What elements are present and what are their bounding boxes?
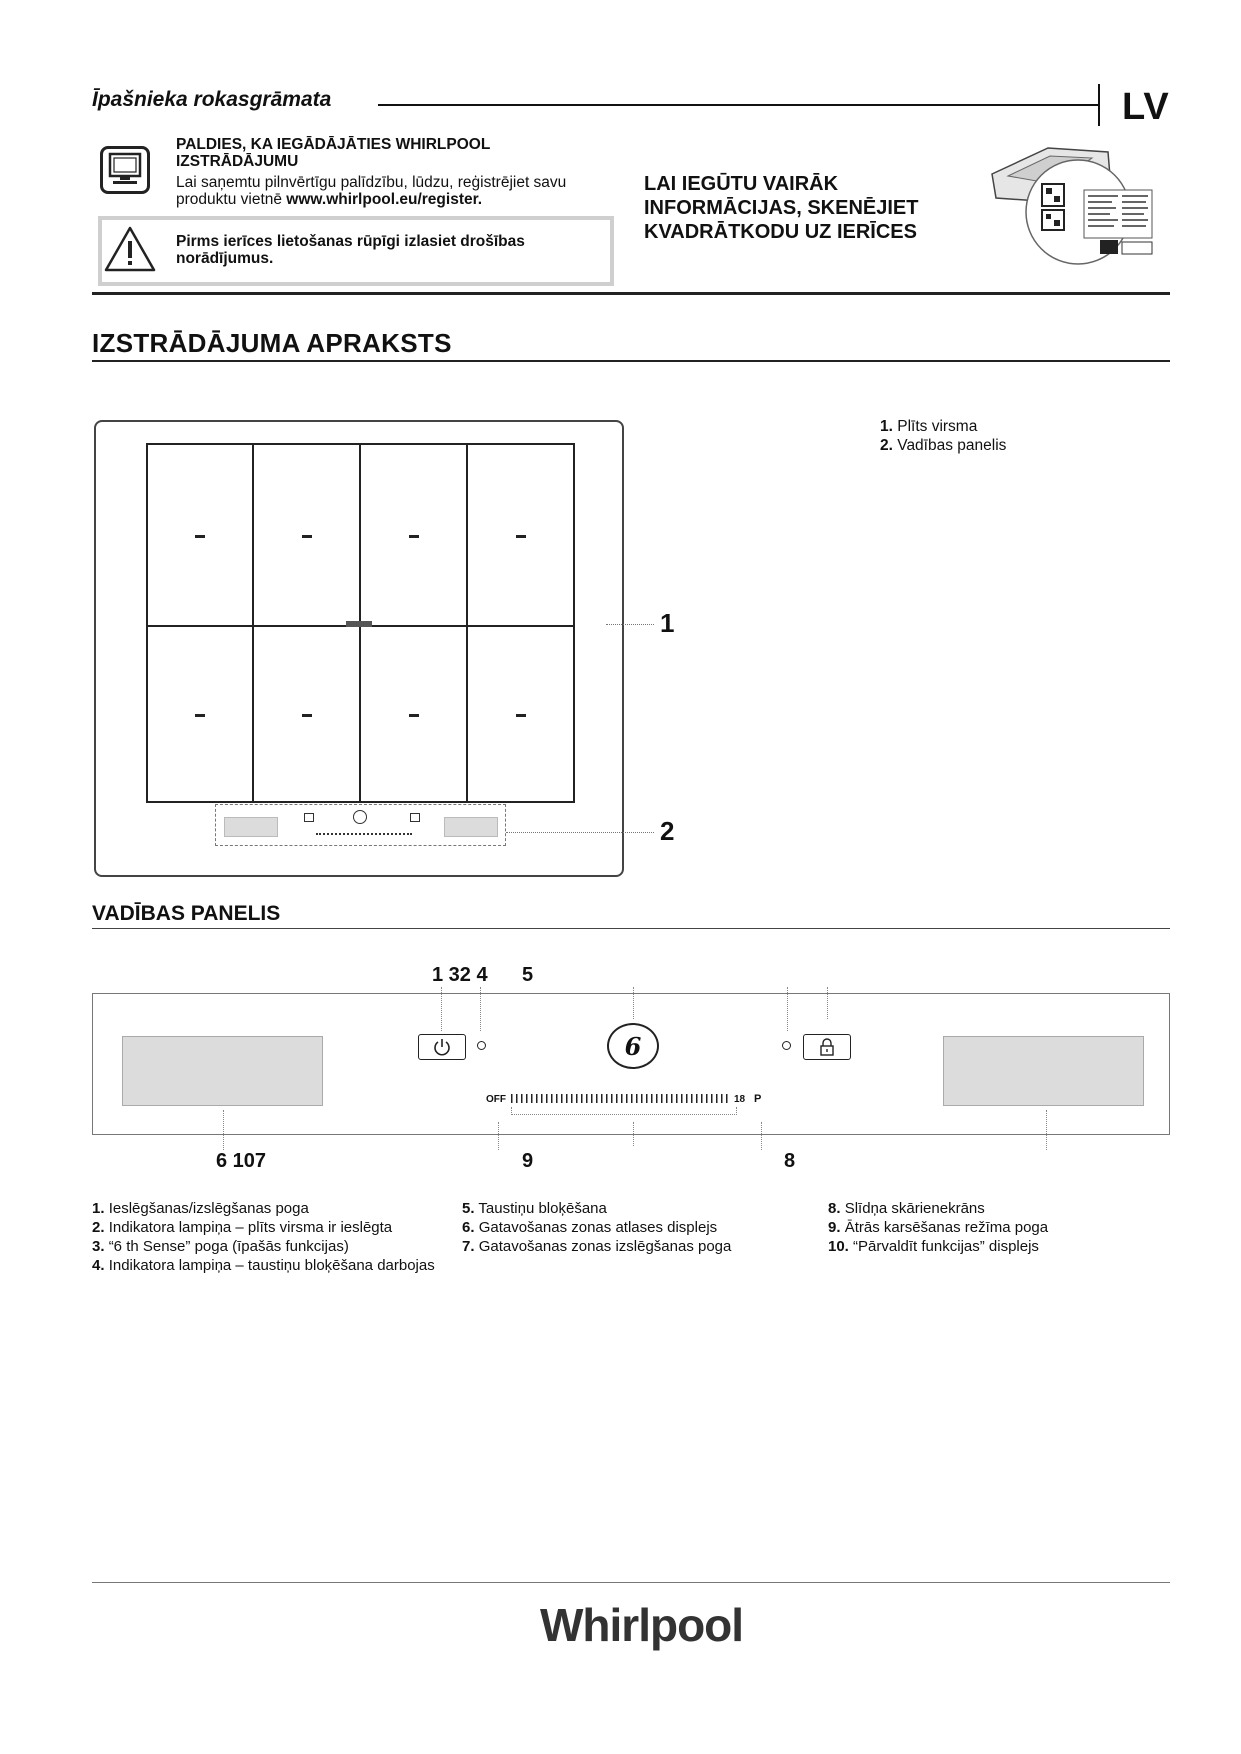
zone-display — [516, 714, 526, 717]
list-item: 5. Taustiņu bloķēšana — [462, 1200, 607, 1217]
cooking-zone — [359, 443, 468, 627]
slider-off-label: OFF — [486, 1094, 506, 1105]
section-title-control-panel: VADĪBAS PANELIS — [92, 902, 281, 925]
boost-button-label[interactable]: P — [754, 1093, 762, 1105]
cooking-zone — [359, 625, 468, 803]
callout-bottom-9: 9 — [522, 1150, 534, 1172]
hob-control-panel — [215, 804, 506, 846]
lock-icon — [819, 1038, 835, 1056]
section-title-product-description: IZSTRĀDĀJUMA APRAKSTS — [92, 328, 452, 358]
callout-line — [606, 624, 654, 625]
zone-selection-display — [122, 1036, 323, 1106]
list-item: 7. Gatavošanas zonas izslēgšanas poga — [462, 1238, 732, 1255]
legend-column-1 — [92, 1199, 442, 1275]
warning-text: Pirms ierīces lietošanas rūpīgi izlasiet drošības norādījumus. — [176, 233, 525, 267]
leader-line — [761, 1122, 762, 1150]
slider — [316, 833, 412, 835]
zone-display — [409, 714, 419, 717]
callout-line — [506, 832, 654, 833]
zone-display — [516, 535, 526, 538]
hob-on-indicator — [477, 1041, 486, 1050]
header-bottom-rule — [92, 292, 1170, 295]
control-panel-diagram — [92, 993, 1170, 1135]
callout-top-5: 5 — [522, 964, 534, 986]
leader-line — [498, 1122, 499, 1150]
warning-triangle-icon — [104, 224, 156, 274]
list-item: 6. Gatavošanas zonas atlases displejs — [462, 1219, 718, 1236]
slider-bracket — [511, 1107, 737, 1115]
qr-info-text: LAI IEGŪTU VAIRĀK INFORMĀCIJAS, SKENĒJIET KVADRĀTKODU UZ IERĪCES — [644, 173, 919, 243]
cooking-zone — [146, 443, 254, 627]
cooking-zone — [146, 625, 254, 803]
list-item: 10. “Pārvaldīt funkcijas” displejs — [828, 1238, 1039, 1255]
header-divider — [1098, 84, 1100, 126]
manage-functions-display — [943, 1036, 1144, 1106]
lock-indicator — [782, 1041, 791, 1050]
section-rule — [92, 360, 1170, 362]
callout-bottom-6-10-7: 6 107 — [216, 1150, 267, 1172]
qr-label-illustration — [988, 140, 1178, 270]
list-item: 1. Plīts virsma — [880, 418, 978, 435]
list-item: 3. “6 th Sense” poga (īpašās funkcijas) — [92, 1238, 349, 1255]
whirlpool-logo: Whirlpool — [540, 1599, 744, 1651]
callout-control-panel: 2 — [660, 816, 675, 846]
register-url[interactable]: www.whirlpool.eu/register. — [286, 191, 483, 208]
zone-display — [302, 714, 312, 717]
computer-icon — [100, 146, 150, 194]
leader-line — [223, 1110, 224, 1150]
power-icon — [432, 1037, 452, 1057]
manual-title: Īpašnieka rokasgrāmata — [92, 88, 332, 111]
cooking-zone — [252, 443, 361, 627]
zone-display — [195, 535, 205, 538]
slider-touch[interactable] — [511, 1094, 731, 1103]
callout-hob: 1 — [660, 608, 675, 638]
callout-top-1-4: 1 32 4 — [432, 964, 488, 986]
list-item: 4. Indikatora lampiņa – taustiņu bloķēšana darbojas — [92, 1257, 435, 1274]
function-display — [444, 817, 498, 837]
power-icon — [304, 813, 314, 822]
cooking-zone — [466, 443, 575, 627]
list-item: 8. Slīdņa skārienekrāns — [828, 1200, 985, 1217]
list-item: 9. Ātrās karsēšanas režīma poga — [828, 1219, 1049, 1236]
language-code: LV — [1122, 86, 1170, 128]
zone-display — [195, 714, 205, 717]
leader-line — [1046, 1110, 1047, 1150]
cooking-zone — [466, 625, 575, 803]
section-rule — [92, 928, 1170, 929]
legend-column-2 — [462, 1199, 802, 1256]
brand-mark — [346, 621, 372, 627]
leader-line — [633, 1122, 634, 1146]
zone-display — [302, 535, 312, 538]
zone-display — [409, 535, 419, 538]
cooking-zone — [252, 625, 361, 803]
legend-column-3 — [828, 1199, 1158, 1256]
sixth-sense-icon — [353, 810, 367, 824]
slider-max-label: 18 — [734, 1094, 746, 1105]
power-button[interactable] — [418, 1034, 466, 1060]
lock-icon — [410, 813, 420, 822]
list-item: 1. Ieslēgšanas/izslēgšanas poga — [92, 1200, 309, 1217]
header-rule — [378, 104, 1098, 106]
zone-display — [224, 817, 278, 837]
product-parts-list — [880, 417, 1006, 455]
callout-bottom-8: 8 — [784, 1150, 796, 1172]
list-item: 2. Indikatora lampiņa – plīts virsma ir ieslēgta — [92, 1219, 393, 1236]
sixth-sense-button[interactable]: 6 — [607, 1023, 659, 1069]
hob-diagram — [94, 420, 624, 877]
thanks-title: PALDIES, KA IEGĀDĀJĀTIES WHIRLPOOL IZSTRĀDĀJUMU — [176, 136, 491, 170]
list-item: 2. Vadības panelis — [880, 437, 1007, 454]
footer-rule — [92, 1582, 1170, 1583]
key-lock-button[interactable] — [803, 1034, 851, 1060]
register-text: Lai saņemtu pilnvērtīgu palīdzību, lūdzu, reģistrējiet savu produktu vietnē www.whirlpool.eu/register. — [176, 174, 567, 208]
